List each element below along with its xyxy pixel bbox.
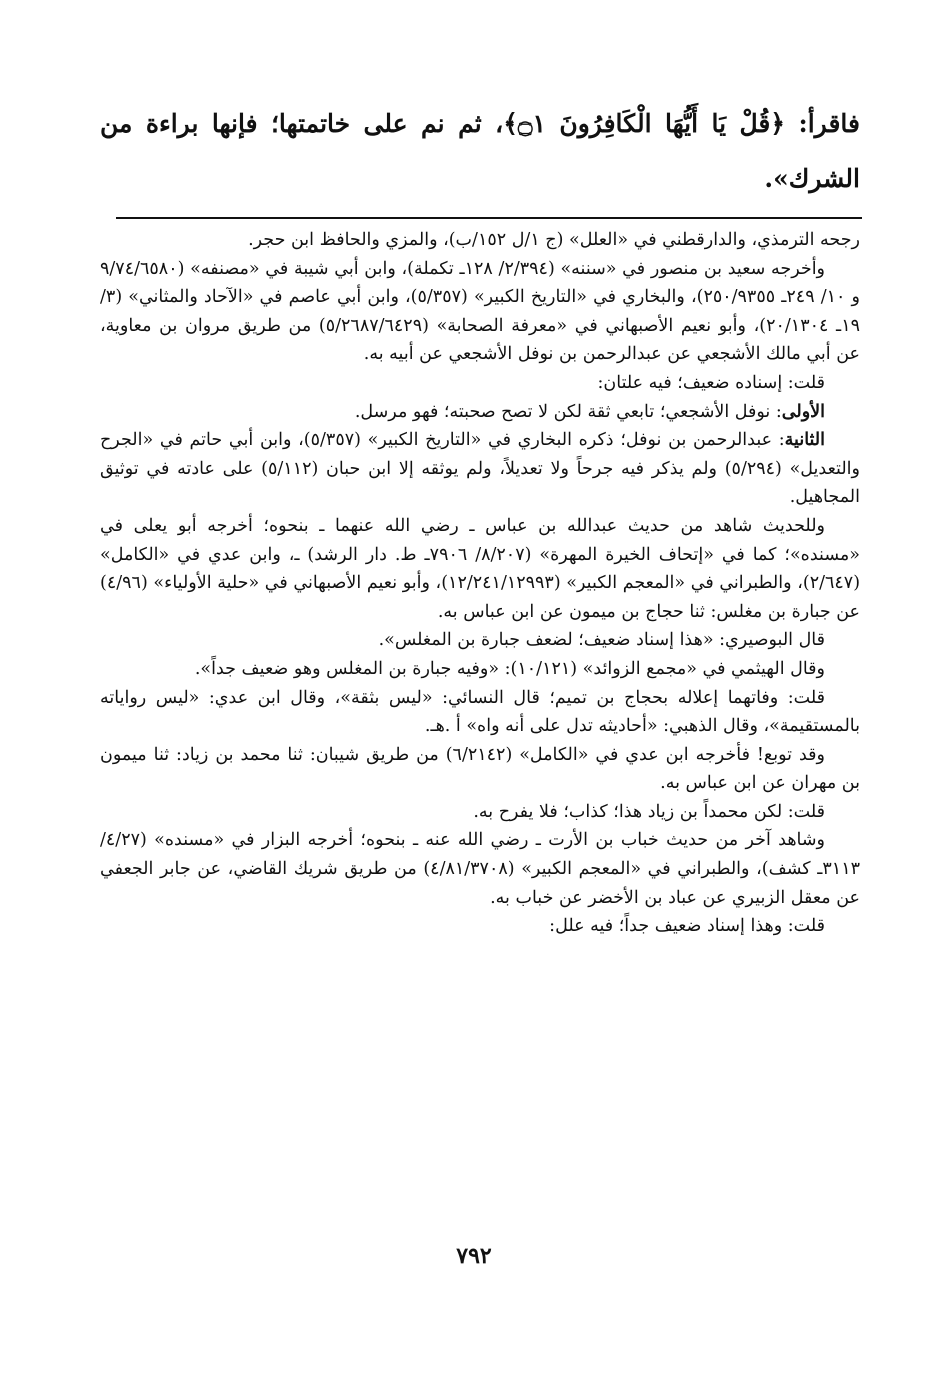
footnote-paragraph: قلت: وفاتهما إعلاله بحجاج بن تميم؛ قال النسائي: «ليس بثقة»، وقال ابن عدي: «ليس رواياته بالمستقيمة»، وقال الذهبي: «أحاديثه تدل على أنه واه» أ .هـ. (100, 687, 860, 737)
main-text (100, 96, 860, 206)
second-defect-text: : عبدالرحمن بن نوفل؛ ذكره البخاري في «التاريخ الكبير» (٥/٣٥٧)، وابن أبي حاتم في «الجرح والتعديل» (٥/٢٩٤) ولم يذكر فيه جرحاً ولا تعديلاً، ولم يوثقه إلا ابن حبان (٥/١١٢) على عادته في توثيق المجاهيل. (100, 430, 860, 508)
footnote-paragraph: وقال الهيثمي في «مجمع الزوائد» (١٠/١٢١): «وفيه جبارة بن المغلس وهو ضعيف جداً». (194, 658, 825, 679)
main-text-rest: ، ثم نم على خاتمتها؛ فإنها براءة من الشرك». (100, 109, 860, 193)
second-defect-label: الثانية (784, 430, 825, 451)
first-defect-label: الأولى (781, 401, 825, 422)
footnote-paragraph: قلت: لكن محمداً بن زياد هذا؛ كذاب؛ فلا يفرح به. (473, 801, 825, 822)
footnote-separator (116, 217, 862, 219)
footnote-paragraph: وللحديث شاهد من حديث عبدالله بن عباس ـ رضي الله عنهما ـ بنحوه؛ أخرجه أبو يعلى في «مسنده»؛ كما في «إتحاف الخيرة المهرة» (٨/٢٠٧/ ٧٩٠٦ـ ط. دار الرشد) ـ، وابن عدي في «الكامل» (٢/٦٤٧)، والطبراني في «المعجم الكبير» (١٢/٢٤١/١٢٩٩٣)، وأبو نعيم الأصبهاني في «حلية الأولياء» (٤/٩٦) عن جبارة بن مغلس: ثنا حجاج بن ميمون عن ابن عباس به. (100, 515, 861, 622)
footnote-paragraph: وقد توبع! فأخرجه ابن عدي في «الكامل» (٦/٢١٤٢) من طريق شيبان: ثنا محمد بن زياد: ثنا ميمون بن مهران عن ابن عباس به. (100, 744, 860, 794)
footnote-paragraph (100, 398, 860, 427)
page-number: ٧٩٢ (456, 1243, 492, 1269)
quran-verse: ﴿قُلْ يَا أَيُّهَا الْكَافِرُونَ ۝١﴾ (503, 109, 786, 138)
footnote-paragraph: وأخرجه سعيد بن منصور في «سننه» (٢/٣٩٤/ ١٢٨ـ تكملة)، وابن أبي شيبة في «مصنفه» (٩/٧٤/٦٥٨٠ و ١٠/ ٢٤٩ـ ٢٥٠/٩٣٥٥)، والبخاري في «التاريخ الكبير» (٥/٣٥٧)، وابن أبي عاصم في «الآحاد والمثاني» (٣/ ١٩ـ ٢٠/١٣٠٤)، وأبو نعيم الأصبهاني في «معرفة الصحابة» (٥/٢٦٨٧/٦٤٢٩) من طريق مروان بن معاوية، عن أبي مالك الأشجعي عن عبدالرحمن بن نوفل الأشجعي عن أبيه به. (100, 258, 860, 365)
footnotes (100, 226, 860, 941)
footnote-paragraph: قال البوصيري: «هذا إسناد ضعيف؛ لضعف جبارة بن المغلس». (378, 630, 825, 651)
main-text-prefix: فاقرأ: (785, 109, 860, 138)
footnote-paragraph (100, 426, 860, 512)
footnote-paragraph: قلت: إسناده ضعيف؛ فيه علتان: (597, 372, 825, 393)
first-defect-text: : نوفل الأشجعي؛ تابعي ثقة لكن لا تصح صحبته؛ فهو مرسل. (354, 401, 782, 422)
footnote-paragraph: قلت: وهذا إسناد ضعيف جداً؛ فيه علل: (549, 916, 825, 937)
footnote-paragraph: وشاهد آخر من حديث خباب بن الأرت ـ رضي الله عنه ـ بنحوه؛ أخرجه البزار في «مسنده» (٤/٢٧/ ٣١١٣ـ كشف)، والطبراني في «المعجم الكبير» (٤/٨١/٣٧٠٨) من طريق شريك القاضي، عن جابر الجعفي عن معقل الزبيري عن عباد بن الأخضر عن خباب به. (100, 830, 861, 908)
footnote-paragraph: رجحه الترمذي، والدارقطني في «العلل» (ج ١/ل ١٥٢/ب)، والمزي والحافظ ابن حجر. (248, 230, 860, 250)
